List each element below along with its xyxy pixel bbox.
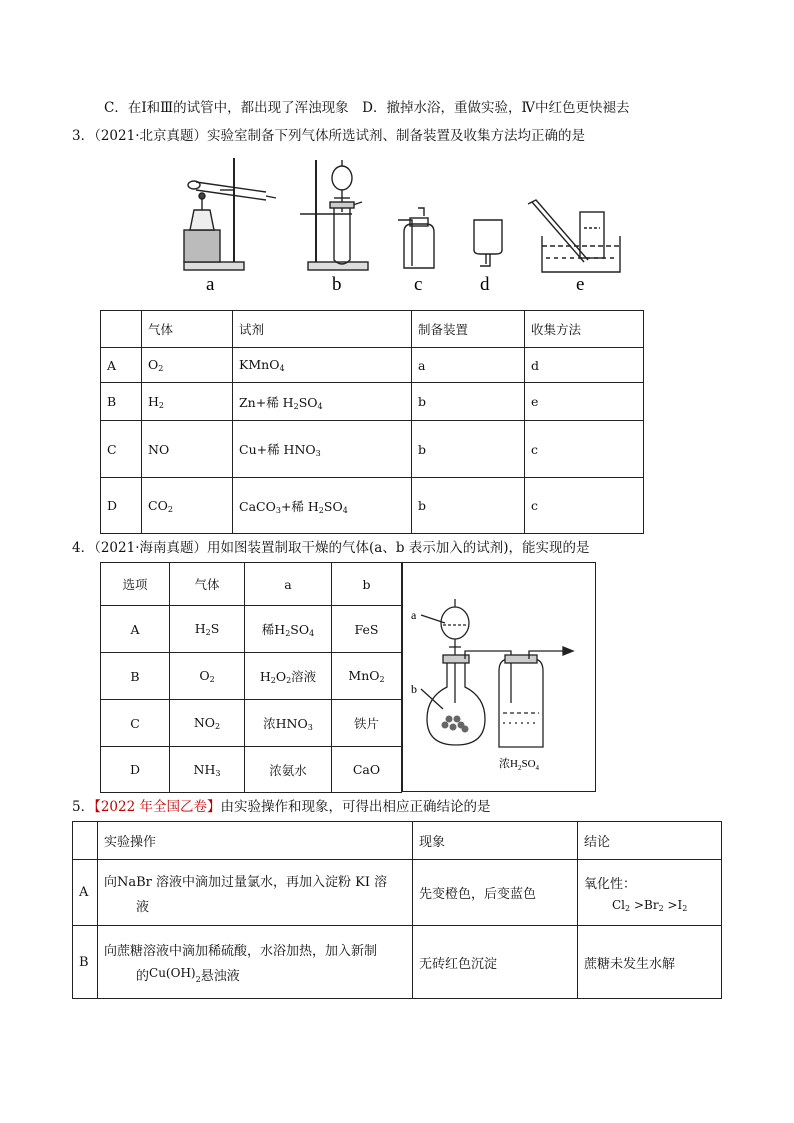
q3-device: b [412,421,525,478]
table-row [101,700,402,747]
q5-header-opt [73,822,98,860]
q5-table [72,821,722,999]
q4-option: D [101,747,170,793]
q2-options-cd: C．在Ⅰ和Ⅲ的试管中，都出现了浑浊现象 D．撤掉水浴，重做实验，Ⅳ中红色更快褪去 [104,100,630,116]
q3-apparatus-figure [176,150,626,298]
q3-gas: NO [142,421,233,478]
q5-option: A [73,860,98,926]
apparatus-label-c: c [414,274,423,295]
q4-header-gas: 气体 [170,563,245,606]
q3-reagent: Zn+稀 $H_2SO_4$ [233,383,412,421]
table-row [101,653,402,700]
q3-header-method: 收集方法 [525,311,644,348]
table-row [101,478,644,534]
q4-gas: $H_2S$ [170,606,245,653]
q4-number: 4． [72,540,95,556]
q4-reagent-b: CaO [332,747,402,793]
q4-reagent-b: FeS [332,606,402,653]
q3-reagent: KMnO$_4$ [233,348,412,383]
q4-apparatus-frame [402,562,596,792]
q5-header-conclusion: 结论 [578,822,722,860]
q3-option: A [101,348,142,383]
q5-operation: 向蔗糖溶液中滴加稀硫酸，水浴加热，加入新制 的$Cu(OH)_2$悬浊液 [98,926,413,999]
apparatus-label-a: a [206,274,215,295]
q3-method: d [525,348,644,383]
q4-table [100,562,402,793]
q3-header-device: 制备装置 [412,311,525,348]
q4-header-b: b [332,563,402,606]
q4-header-row [101,563,402,606]
table-row [73,926,722,999]
q5-stem [72,795,491,815]
q3-header-gas: 气体 [142,311,233,348]
q3-source: （2021·北京真题） [94,128,207,144]
q4-reagent-a: 浓$HNO_3$ [245,700,332,747]
q3-device: a [412,348,525,383]
q3-header-row [101,311,644,348]
q4-reagent-b: 铁片 [332,700,402,747]
q3-method: e [525,383,644,421]
q4-reagent-a: $H_2O_2$溶液 [245,653,332,700]
q4-stem [72,536,590,556]
apparatus-label-e: e [576,274,585,295]
q4-fig-label-acid: 浓$H_2SO_4$ [499,758,540,772]
q3-number: 3． [72,128,95,144]
q3-method: c [525,421,644,478]
q3-text: 实验室制备下列气体所选试剂、制备装置及收集方法均正确的是 [207,128,585,144]
q3-device: b [412,478,525,534]
table-row [101,421,644,478]
q5-option: B [73,926,98,999]
apparatus-label-b: b [332,274,342,295]
table-row [101,383,644,421]
q4-reagent-b: MnO$_2$ [332,653,402,700]
q4-header-opt: 选项 [101,563,170,606]
q4-fig-label-b: b [411,682,417,696]
q3-device: b [412,383,525,421]
q5-conclusion: 氧化性： $Cl_2 >Br_2 >I_2$ [578,860,722,926]
table-row [101,348,644,383]
table-row [73,860,722,926]
q3-header-opt [101,311,142,348]
q3-gas: $CO_2$ [142,478,233,534]
table-row [101,747,402,793]
q3-option: B [101,383,142,421]
q3-reagent: CaCO$_3$+稀 $H_2SO_4$ [233,478,412,534]
q4-reagent-a: 浓氨水 [245,747,332,793]
apparatus-label-d: d [480,274,490,295]
q5-number: 5． [72,799,95,815]
q4-header-a: a [245,563,332,606]
q5-header-operation: 实验操作 [98,822,413,860]
q3-gas: $H_2$ [142,383,233,421]
q3-option: C [101,421,142,478]
q5-phenomenon: 无砖红色沉淀 [413,926,578,999]
q3-table [100,310,644,534]
q3-header-reagent: 试剂 [233,311,412,348]
q4-reagent-a: 稀$H_2SO_4$ [245,606,332,653]
q3-stem [72,124,585,144]
q5-header-phenomenon: 现象 [413,822,578,860]
q3-method: c [525,478,644,534]
q4-apparatus-figure [403,563,595,791]
q5-source: 【2022 年全国乙卷】 [94,799,221,815]
q3-gas: $O_2$ [142,348,233,383]
q5-operation: 向NaBr 溶液中滴加过量氯水，再加入淀粉 KI 溶 液 [98,860,413,926]
table-row [101,606,402,653]
q4-option: B [101,653,170,700]
q4-text: 用如图装置制取干燥的气体(a、b 表示加入的试剂)，能实现的是 [207,540,590,556]
q3-reagent: Cu+稀 $HNO_3$ [233,421,412,478]
q4-option: A [101,606,170,653]
q4-fig-label-a: a [411,608,417,622]
q3-option: D [101,478,142,534]
q4-gas: $O_2$ [170,653,245,700]
q4-option: C [101,700,170,747]
q4-source: （2021·海南真题） [94,540,207,556]
q5-conclusion: 蔗糖未发生水解 [578,926,722,999]
q4-gas: $NH_3$ [170,747,245,793]
q5-phenomenon: 先变橙色，后变蓝色 [413,860,578,926]
q5-header-row [73,822,722,860]
q4-gas: $NO_2$ [170,700,245,747]
q5-text: 由实验操作和现象，可得出相应正确结论的是 [220,799,491,815]
